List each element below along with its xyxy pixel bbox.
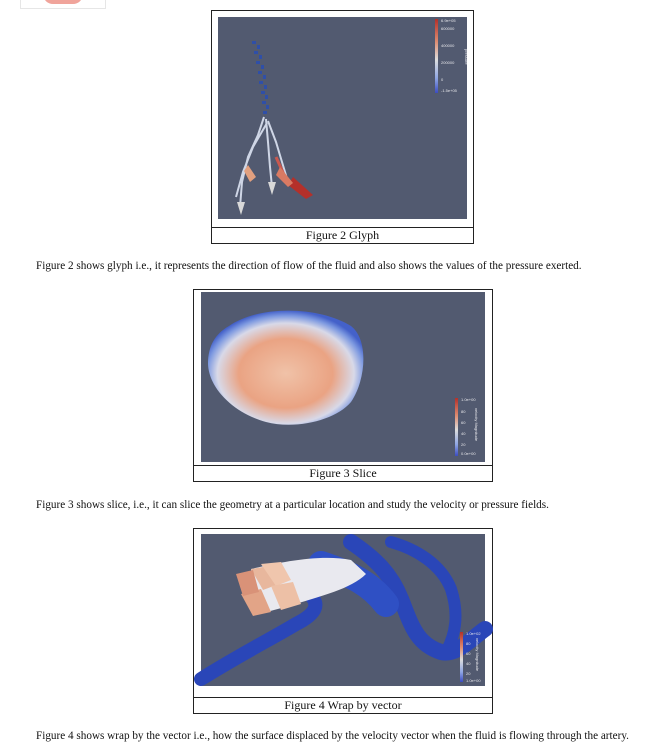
- slice-render: [201, 292, 485, 462]
- slice-section: [208, 311, 363, 425]
- figure-caption: Figure 4 Wrap by vector: [194, 697, 492, 713]
- legend-title: velocity Magnitude: [475, 638, 480, 672]
- legend-tick: 600000: [441, 26, 455, 31]
- legend-title: pressure: [464, 49, 469, 65]
- legend-min: -1.5e+05: [441, 88, 457, 93]
- paragraph: Figure 2 shows glyph i.e., it represents the direction of flow of the fluid and also shows the values of the pressure exerted.: [36, 260, 582, 272]
- wrap-render: [201, 534, 485, 686]
- legend-tick: 20: [461, 442, 466, 447]
- legend-tick: 80: [466, 641, 471, 646]
- velocity-legend: [455, 398, 485, 458]
- glyph-arrowheads: [237, 182, 276, 215]
- legend-tick: 60: [466, 651, 471, 656]
- legend-tick: 80: [461, 409, 466, 414]
- wrap-colorbar: [460, 632, 463, 682]
- figure-caption: Figure 3 Slice: [194, 465, 492, 481]
- figure-3-slice: [193, 289, 493, 482]
- legend-max: 6.9e+05: [441, 18, 456, 23]
- legend-title: velocity Magnitude: [474, 408, 479, 442]
- paragraph: Figure 4 shows wrap by the vector i.e., how the surface displaced by the velocity vector when the fluid is flowing through the artery.: [36, 730, 629, 742]
- pressure-legend: [435, 18, 469, 99]
- glyph-render: [218, 17, 467, 219]
- wrap-velocity-legend: [460, 632, 485, 686]
- legend-tick: 400000: [441, 43, 455, 48]
- legend-min: 0.0e+00: [461, 451, 476, 456]
- legend-max: 1.0e+00: [461, 397, 476, 402]
- legend-tick: 60: [461, 420, 466, 425]
- pressure-colorbar: [435, 19, 438, 93]
- glyph-arrows-blue: [252, 41, 269, 114]
- figure-4-wrap: [193, 528, 493, 714]
- glyph-arrows-red: [244, 157, 313, 199]
- glyph-arrows-light: [236, 117, 288, 207]
- legend-tick: 40: [466, 661, 471, 666]
- velocity-colorbar: [455, 398, 458, 456]
- legend-tick: 200000: [441, 60, 455, 65]
- legend-tick: 40: [461, 431, 466, 436]
- legend-max: 1.0e+02: [466, 631, 481, 636]
- legend-tick: 0: [441, 77, 444, 82]
- figure-2-glyph: [211, 10, 474, 244]
- logo-fragment: [20, 0, 106, 9]
- legend-min: 1.0e+00: [466, 678, 481, 683]
- figure-caption: Figure 2 Glyph: [212, 227, 473, 243]
- legend-tick: 20: [466, 671, 471, 676]
- paragraph: Figure 3 shows slice, i.e., it can slice the geometry at a particular location and study the velocity or pressure fields.: [36, 499, 549, 511]
